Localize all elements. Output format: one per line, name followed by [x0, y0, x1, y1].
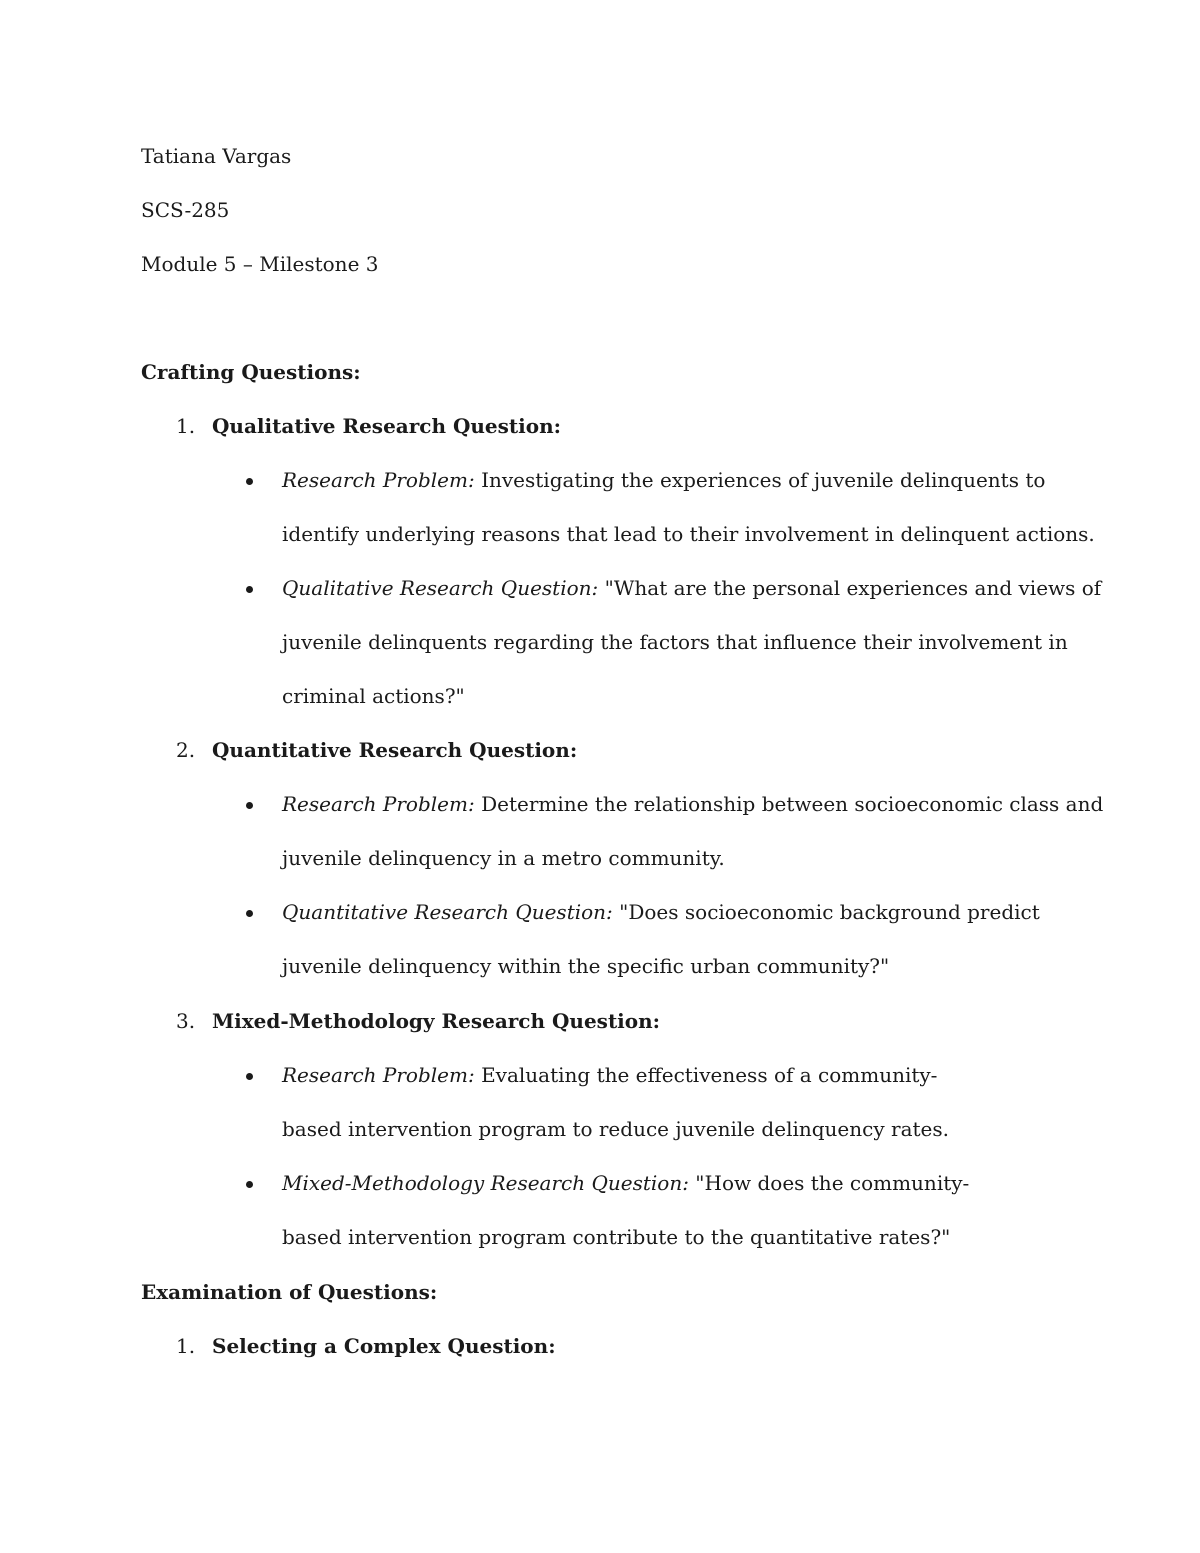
crafting-heading: Crafting Questions: — [141, 360, 361, 384]
list-item-title: Quantitative Research Question: — [212, 738, 578, 762]
bullet-text — [282, 1170, 969, 1196]
bullet-text — [282, 899, 1040, 925]
list-number: 1. — [176, 414, 196, 438]
bullet-continuation: identify underlying reasons that lead to their involvement in delinquent actions. — [282, 522, 1095, 546]
bullet-label: Qualitative Research Question: — [282, 576, 599, 600]
bullet-label: Quantitative Research Question: — [282, 900, 613, 924]
list-number: 3. — [176, 1009, 196, 1033]
bullet-body: "What are the personal experiences and views of — [598, 576, 1102, 600]
bullet-continuation: juvenile delinquency in a metro community. — [282, 846, 725, 870]
bullet-text — [282, 1062, 937, 1088]
bullet-icon — [246, 802, 253, 809]
examination-heading: Examination of Questions: — [141, 1280, 438, 1304]
list-item-title: Qualitative Research Question: — [212, 414, 562, 438]
bullet-icon — [246, 586, 253, 593]
bullet-icon — [246, 478, 253, 485]
course-code: SCS-285 — [141, 198, 230, 222]
list-item-title: Selecting a Complex Question: — [212, 1334, 556, 1358]
bullet-label: Research Problem: — [282, 468, 475, 492]
list-item-title: Mixed-Methodology Research Question: — [212, 1009, 661, 1033]
bullet-continuation: based intervention program contribute to the quantitative rates?" — [282, 1225, 951, 1249]
bullet-text — [282, 791, 1103, 817]
bullet-continuation: juvenile delinquents regarding the factors that influence their involvement in — [282, 630, 1068, 654]
bullet-text — [282, 575, 1101, 601]
bullet-body: Evaluating the effectiveness of a community- — [474, 1063, 938, 1087]
bullet-continuation: juvenile delinquency within the specific urban community?" — [282, 954, 890, 978]
author-name: Tatiana Vargas — [141, 144, 292, 168]
list-number: 1. — [176, 1334, 196, 1358]
list-number: 2. — [176, 738, 196, 762]
bullet-icon — [246, 910, 253, 917]
module-title: Module 5 – Milestone 3 — [141, 252, 379, 276]
bullet-label: Research Problem: — [282, 1063, 475, 1087]
bullet-icon — [246, 1073, 253, 1080]
bullet-body: Determine the relationship between socioeconomic class and — [474, 792, 1104, 816]
bullet-body: Investigating the experiences of juvenile delinquents to — [474, 468, 1046, 492]
bullet-label: Mixed-Methodology Research Question: — [282, 1171, 689, 1195]
bullet-body: "Does socioeconomic background predict — [612, 900, 1040, 924]
bullet-text — [282, 467, 1045, 493]
bullet-body: "How does the community- — [688, 1171, 970, 1195]
bullet-continuation: criminal actions?" — [282, 684, 465, 708]
bullet-label: Research Problem: — [282, 792, 475, 816]
bullet-icon — [246, 1181, 253, 1188]
bullet-continuation: based intervention program to reduce juvenile delinquency rates. — [282, 1117, 949, 1141]
